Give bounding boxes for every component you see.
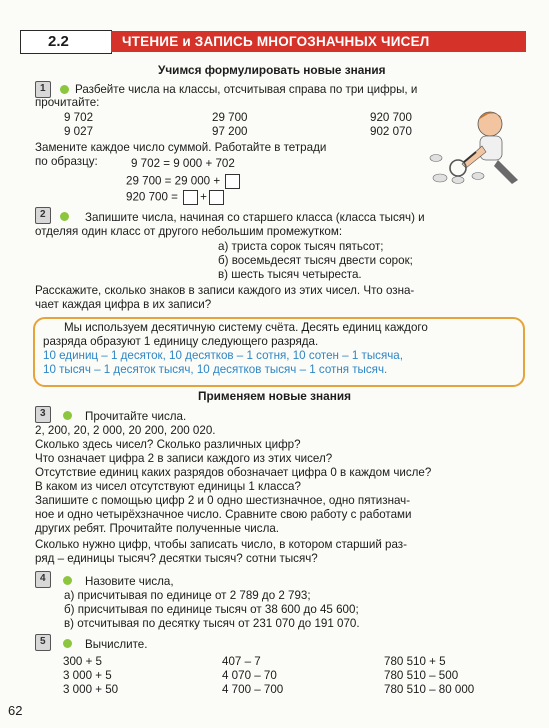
answer-box[interactable] <box>209 190 224 205</box>
expression: 3 000 + 50 <box>63 683 119 696</box>
number: 9 702 <box>64 111 94 124</box>
answer-box[interactable] <box>183 190 198 205</box>
task-2-item: б) восемьдесят тысяч двести сорок; <box>218 254 413 267</box>
green-dot-icon <box>63 576 72 585</box>
page-number: 62 <box>8 703 23 718</box>
number: 902 070 <box>370 125 412 138</box>
expression: 3 000 + 5 <box>63 669 112 682</box>
task-3-line: Сколько здесь чисел? Сколько различных цифр? <box>35 438 301 451</box>
green-dot-icon <box>63 411 72 420</box>
expression: 780 510 – 500 <box>384 669 459 682</box>
task-3-line: других ребят. Прочитайте полученные числа. <box>35 522 280 535</box>
rule-text: Мы используем десятичную систему счёта. Десять единиц каждого <box>64 321 428 334</box>
task-3-line: В каком из чисел отсутствуют единицы 1 класса? <box>35 480 301 493</box>
task-4-marker-icon: 4 <box>35 571 51 588</box>
task-2-marker-icon: 2 <box>35 207 51 224</box>
task-5-title: Вычислите. <box>85 638 148 651</box>
number: 920 700 <box>370 111 412 124</box>
task-3-line: ряд – единицы тысяч? десятки тысяч? сотни тысяч? <box>35 552 318 565</box>
expression: 300 + 5 <box>63 655 103 668</box>
task-4-item: в) отсчитывая по десятку тысяч от 231 070 до 191 070. <box>64 617 360 630</box>
expression: 780 510 – 80 000 <box>384 683 475 696</box>
answer-box[interactable] <box>225 174 240 189</box>
task-1-marker-icon: 1 <box>35 81 51 98</box>
task-3-line: ное и одно четырёхзначное число. Сравните свою работу с работами <box>35 508 412 521</box>
task-3-line: 2, 200, 20, 2 000, 20 200, 200 020. <box>35 424 216 437</box>
task-2-item: а) триста сорок тысяч пятьсот; <box>218 240 384 253</box>
task-3-line: Сколько нужно цифр, чтобы записать число, в котором старший раз- <box>35 538 407 551</box>
section-title-learn: Учимся формулировать новые знания <box>158 63 386 77</box>
section-number: 2.2 <box>48 33 69 50</box>
task-2-intro: отделяя один класс от другого небольшим промежутком: <box>35 225 343 238</box>
task-1-text: Замените каждое число суммой. Работайте в тетради <box>35 141 327 154</box>
example-line: 920 700 = + <box>126 190 226 205</box>
task-1-intro: прочитайте: <box>35 96 100 109</box>
green-dot-icon <box>60 85 69 94</box>
task-3-line: Отсутствие единиц каких разрядов обозначает цифра 0 в каждом числе? <box>35 466 432 479</box>
green-dot-icon <box>60 212 69 221</box>
rule-blue-text: 10 единиц – 1 десяток, 10 десятков – 1 сотня, 10 сотен – 1 тысяча, <box>43 349 403 362</box>
expression: 4 700 – 700 <box>222 683 284 696</box>
task-4-title: Назовите числа, <box>85 575 174 588</box>
boy-with-magnifier-illustration <box>428 106 526 186</box>
task-4-item: б) присчитывая по единице тысяч от 38 600 до 45 600; <box>64 603 359 616</box>
green-dot-icon <box>63 639 72 648</box>
number: 97 200 <box>212 125 248 138</box>
example-line: 9 702 = 9 000 + 702 <box>131 157 235 170</box>
rule-text: разряда образуют 1 единицу следующего разряда. <box>43 335 319 348</box>
task-3-line: Прочитайте числа. <box>85 410 187 423</box>
section-title-apply: Применяем новые знания <box>198 389 351 403</box>
task-3-marker-icon: 3 <box>35 406 51 423</box>
task-5-marker-icon: 5 <box>35 634 51 651</box>
example-line: 29 700 = 29 000 + <box>126 174 242 189</box>
number: 9 027 <box>64 125 94 138</box>
number: 29 700 <box>212 111 248 124</box>
task-2-item: в) шесть тысяч четыреста. <box>218 268 362 281</box>
expression: 407 – 7 <box>222 655 261 668</box>
task-3-line: Что означает цифра 2 в записи каждого из этих чисел? <box>35 452 333 465</box>
page-title: ЧТЕНИЕ и ЗАПИСЬ МНОГОЗНАЧНЫХ ЧИСЕЛ <box>122 34 430 49</box>
expression: 780 510 + 5 <box>384 655 446 668</box>
rule-blue-text: 10 тысяч – 1 десяток тысяч, 10 десятков тысяч – 1 сотня тысяч. <box>43 363 388 376</box>
task-2-intro: Запишите числа, начиная со старшего класса (класса тысяч) и <box>85 211 425 224</box>
task-2-question: Расскажите, сколько знаков в записи каждого из этих чисел. Что озна- <box>35 284 415 297</box>
task-1-text: по образцу: <box>35 155 98 168</box>
expression: 4 070 – 70 <box>222 669 277 682</box>
task-1-intro: Разбейте числа на классы, отсчитывая справа по три цифры, и <box>75 83 418 96</box>
task-3-line: Запишите с помощью цифр 2 и 0 одно шестизначное, одно пятизнач- <box>35 494 411 507</box>
task-4-item: а) присчитывая по единице от 2 789 до 2 793; <box>64 589 311 602</box>
task-2-question: чает каждая цифра в их записи? <box>35 298 212 311</box>
